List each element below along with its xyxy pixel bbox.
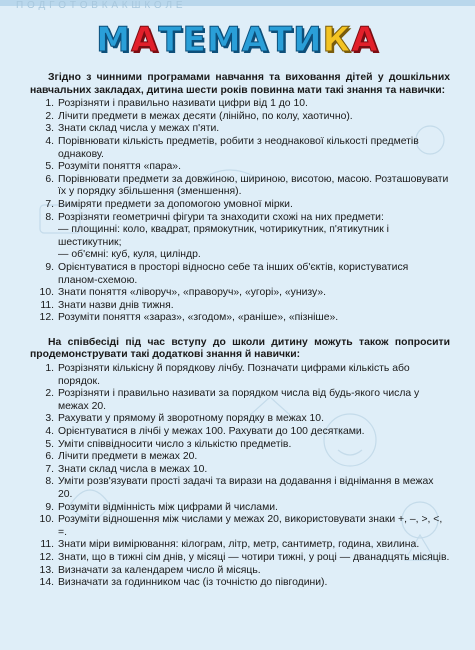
list-item: 13. Визначати за календарем число й місяць. bbox=[39, 564, 261, 576]
list-item: 8. Уміти розв'язувати прості задачі та вирази на додавання і віднімання в межах 20. bbox=[45, 476, 434, 500]
list-item: 9. Розуміти відмінність між цифрами й числами. bbox=[45, 501, 278, 513]
list-item: 8. Розрізняти геометричні фігури та знаходити схожі на них предмети: bbox=[45, 211, 384, 223]
list-item: 11. Знати назви днів тижня. bbox=[40, 299, 174, 311]
list-item: 7. Виміряти предмети за допомогою умовної мірки. bbox=[45, 198, 293, 210]
list-item: 9. Орієнтуватися в просторі відносно себе та інших об'єктів, користуватися планом-схемою. bbox=[45, 261, 409, 286]
list-item: 10. Розуміти відношення між числами у межах 20, використовувати знаки +, –, >, <, =. bbox=[39, 514, 443, 538]
section1-list bbox=[30, 98, 450, 325]
list-item: 1. Розрізняти кількісну й порядкову лічбу. Позначати цифрами кількість або порядок. bbox=[45, 363, 410, 387]
list-item: 12. Розуміти поняття «зараз», «згодом», «раніше», «пізніше». bbox=[39, 312, 339, 324]
list-item: 1. Розрізняти і правильно називати цифри від 1 до 10. bbox=[45, 98, 308, 110]
sub-item: — об'ємні: куб, куля, циліндр. bbox=[58, 249, 201, 261]
section2-intro: На співбесіді під час вступу до школи дитину можуть також попросити продемонструвати такі додаткові знання й навички: bbox=[30, 336, 450, 361]
list-item: 4. Порівнювати кількість предметів, робити з неоднакової кількості предметів однакову. bbox=[45, 135, 419, 160]
section1-intro: Згідно з чинними програмами навчання та виховання дітей у дошкільних навчальних закладах, дитина шести років повинна мати такі знання та навички: bbox=[30, 72, 450, 96]
title-container bbox=[0, 20, 475, 60]
list-item: 12. Знати, що в тижні сім днів, у місяці — чотири тижні, у році — дванадцять місяців. bbox=[39, 551, 450, 563]
content bbox=[30, 72, 450, 590]
list-item: 2. Лічити предмети в межах десяти (лінійно, по колу, хаотично). bbox=[45, 110, 353, 122]
faded-header: П О Д Г О Т О В К А К Ш К О Л Е bbox=[16, 0, 183, 11]
list-item: 5. Уміти співвідносити число з кількістю предметів. bbox=[45, 438, 292, 450]
list-item: 6. Лічити предмети в межах 20. bbox=[45, 451, 198, 463]
section2-list bbox=[30, 363, 450, 590]
list-item: 3. Рахувати у прямому й зворотному порядку в межах 10. bbox=[45, 413, 324, 425]
list-item: 10. Знати поняття «ліворуч», «праворуч», «угорі», «унизу». bbox=[39, 287, 327, 299]
list-item: 7. Знати склад числа в межах 10. bbox=[45, 463, 208, 475]
page-title: МАТЕМАТИКА bbox=[96, 20, 379, 60]
list-item: 4. Орієнтуватися в лічбі у межах 100. Рахувати до 100 десятками. bbox=[45, 426, 365, 438]
sub-item: — площинні: коло, квадрат, прямокутник, чотирикутник, п'ятикутник і шестикутник; bbox=[58, 224, 389, 248]
list-item: 11. Знати міри вимірювання: кілограм, літр, метр, сантиметр, година, хвилина. bbox=[40, 539, 420, 551]
list-item: 2. Розрізняти і правильно називати за порядком числа від будь-якого числа у межах 20. bbox=[45, 388, 420, 412]
list-item: 3. Знати склад числа у межах п'яти. bbox=[45, 123, 220, 135]
list-item: 6. Порівнювати предмети за довжиною, шириною, висотою, масою. Розташовувати їх у порядку збільшення (зменшення). bbox=[45, 173, 449, 198]
list-item: 14. Визначати за годинником час (із точністю до півгодини). bbox=[39, 577, 328, 589]
list-item: 5. Розуміти поняття «пара». bbox=[45, 161, 181, 173]
